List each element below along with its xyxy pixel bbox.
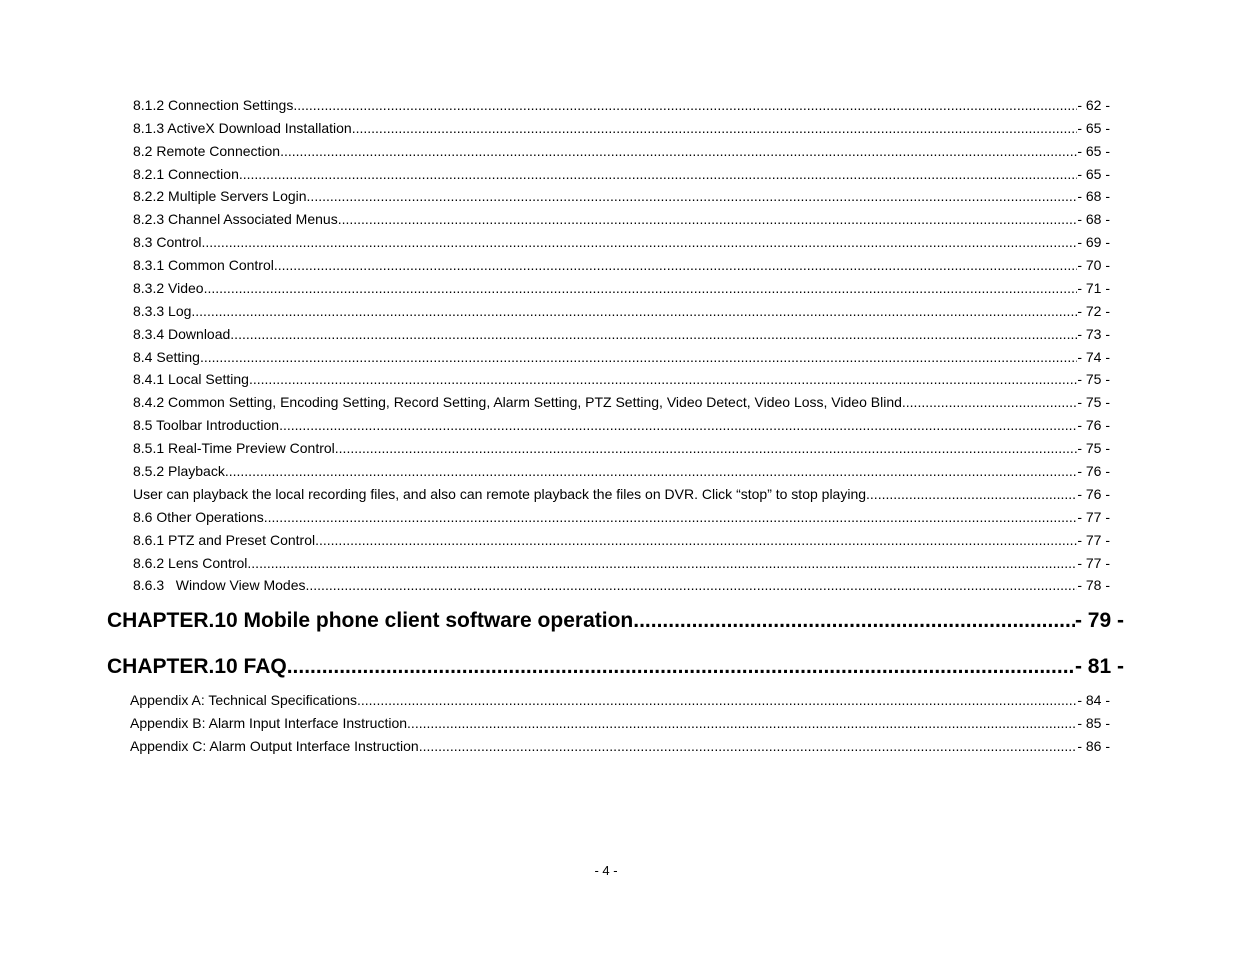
toc-entry[interactable]: [133, 301, 1110, 321]
toc-entry[interactable]: [133, 392, 1110, 412]
toc-entry-title: User can playback the local recording files, and also can remote playback the files on DVR. Click “stop” to stop playing.: [133, 486, 870, 502]
toc-leader-dots: [902, 392, 1077, 412]
toc-entry[interactable]: [133, 369, 1110, 389]
toc-chapter-page: - 81 -: [1074, 655, 1124, 678]
toc-entry-title: 8.4.1 Local Setting: [133, 371, 249, 387]
toc-entry[interactable]: [133, 438, 1110, 458]
toc-chapter-entry[interactable]: [107, 606, 1124, 636]
toc-leader-dots: [335, 438, 1078, 458]
toc-leader-dots: [315, 530, 1077, 550]
toc-entry[interactable]: [133, 507, 1110, 527]
toc-entry[interactable]: [133, 255, 1110, 275]
toc-leader-dots: [870, 484, 1077, 504]
toc-entry-title: 8.6 Other Operations: [133, 509, 264, 525]
toc-entry-title: 8.6.2 Lens Control: [133, 555, 248, 571]
toc-entry[interactable]: [133, 575, 1110, 595]
toc-entry-page: - 75 -: [1077, 440, 1110, 456]
toc-entry-title: 8.1.3 ActiveX Download Installation: [133, 120, 352, 136]
toc-entry-title: 8.6.1 PTZ and Preset Control: [133, 532, 316, 548]
toc-entry-page: - 76 -: [1077, 463, 1110, 479]
toc-leader-dots: [247, 553, 1077, 573]
toc-leader-dots: [419, 736, 1078, 756]
toc-entry[interactable]: [133, 118, 1110, 138]
toc-leader-dots: [280, 141, 1077, 161]
toc-entry-page: - 77 -: [1077, 509, 1110, 525]
toc-entry[interactable]: [133, 324, 1110, 344]
toc-appendix-title: Appendix A: Technical Specifications: [130, 692, 357, 708]
toc-entry-title: 8.1.2 Connection Settings: [133, 97, 294, 113]
toc-leader-dots: [293, 95, 1077, 115]
toc-entry-title: 8.5.2 Playback: [133, 463, 225, 479]
toc-leader-dots: [357, 690, 1077, 710]
toc-appendix-page: - 85 -: [1077, 715, 1110, 731]
toc-leader-dots: [201, 232, 1077, 252]
toc-entry-page: - 70 -: [1077, 257, 1110, 273]
toc-entry-page: - 76 -: [1077, 417, 1110, 433]
toc-entry-page: - 65 -: [1077, 120, 1110, 136]
toc-appendix-entry[interactable]: [130, 736, 1110, 756]
toc-entry-page: - 68 -: [1077, 188, 1110, 204]
toc-entry[interactable]: [133, 95, 1110, 115]
toc-entry-title: 8.6.3 Window View Modes: [133, 577, 306, 593]
toc-leader-dots: [249, 369, 1077, 389]
toc-entry-title: 8.5.1 Real-Time Preview Control: [133, 440, 335, 456]
toc-entry-title: 8.4.2 Common Setting, Encoding Setting, Record Setting, Alarm Setting, PTZ Setting, Video Detect, Video Loss, Video Blind: [133, 394, 902, 410]
toc-entry-title: 8.4 Setting: [133, 349, 200, 365]
toc-leader-dots: [633, 606, 1075, 636]
toc-entry-page: - 71 -: [1077, 280, 1110, 296]
toc-leader-dots: [200, 347, 1077, 367]
toc-entry-title: 8.3.4 Download: [133, 326, 231, 342]
toc-entry-page: - 65 -: [1077, 166, 1110, 182]
toc-chapter-entry[interactable]: [107, 652, 1124, 682]
toc-chapter-page: - 79 -: [1074, 609, 1124, 632]
toc-appendix-page: - 84 -: [1077, 692, 1110, 708]
toc-entry-title: 8.2.3 Channel Associated Menus: [133, 211, 338, 227]
toc-leader-dots: [191, 301, 1077, 321]
toc-entry-page: - 72 -: [1077, 303, 1110, 319]
toc-appendix-entry[interactable]: [130, 690, 1110, 710]
toc-leader-dots: [279, 415, 1077, 435]
toc-entry-title: 8.5 Toolbar Introduction: [133, 417, 280, 433]
toc-entry[interactable]: [133, 278, 1110, 298]
toc-leader-dots: [407, 713, 1077, 733]
toc-entry[interactable]: [133, 141, 1110, 161]
toc-entry-page: - 65 -: [1077, 143, 1110, 159]
toc-entry[interactable]: [133, 232, 1110, 252]
toc-entry-title: 8.3.2 Video: [133, 280, 204, 296]
toc-leader-dots: [287, 652, 1075, 682]
toc-leader-dots: [306, 575, 1078, 595]
toc-entry-page: - 68 -: [1077, 211, 1110, 227]
toc-entry[interactable]: [133, 164, 1110, 184]
toc-entry[interactable]: [133, 415, 1110, 435]
toc-appendix-title: Appendix C: Alarm Output Interface Instruction: [130, 738, 419, 754]
toc-leader-dots: [230, 324, 1077, 344]
toc-entry-page: - 74 -: [1077, 349, 1110, 365]
toc-appendix-entry[interactable]: [130, 713, 1110, 733]
toc-entry[interactable]: [133, 553, 1110, 573]
toc-leader-dots: [239, 164, 1077, 184]
toc-leader-dots: [225, 461, 1077, 481]
toc-entry[interactable]: [133, 209, 1110, 229]
toc-leader-dots: [307, 186, 1078, 206]
toc-entry[interactable]: [133, 461, 1110, 481]
toc-appendix-page: - 86 -: [1077, 738, 1110, 754]
toc-entry[interactable]: [133, 347, 1110, 367]
toc-entry-page: - 77 -: [1077, 532, 1110, 548]
toc-entry-title: 8.3.3 Log: [133, 303, 192, 319]
toc-appendix-title: Appendix B: Alarm Input Interface Instruction: [130, 715, 408, 731]
toc-entry[interactable]: [133, 530, 1110, 550]
toc-entry[interactable]: [133, 484, 1110, 504]
toc-entry-page: - 76 -: [1077, 486, 1110, 502]
toc-entry-title: 8.2.1 Connection: [133, 166, 239, 182]
toc-entry-title: 8.2 Remote Connection: [133, 143, 281, 159]
toc-entry[interactable]: [133, 186, 1110, 206]
toc-entry-title: 8.2.2 Multiple Servers Login: [133, 188, 307, 204]
toc-entry-page: - 69 -: [1077, 234, 1110, 250]
toc-chapter-title: CHAPTER.10 Mobile phone client software operation: [107, 609, 634, 632]
toc-entry-title: 8.3 Control: [133, 234, 202, 250]
toc-entry-title: 8.3.1 Common Control: [133, 257, 274, 273]
toc-entry-page: - 62 -: [1077, 97, 1110, 113]
toc-entry-page: - 78 -: [1077, 577, 1110, 593]
toc-chapter-title: CHAPTER.10 FAQ: [107, 655, 287, 678]
toc-leader-dots: [352, 118, 1078, 138]
toc-entry-page: - 75 -: [1077, 394, 1110, 410]
toc-leader-dots: [204, 278, 1078, 298]
page-number-footer: - 4 -: [594, 863, 618, 878]
toc-entry-page: - 77 -: [1077, 555, 1110, 571]
toc-entry-page: - 75 -: [1077, 371, 1110, 387]
toc-leader-dots: [264, 507, 1078, 527]
toc-leader-dots: [338, 209, 1078, 229]
toc-leader-dots: [274, 255, 1077, 275]
toc-entry-page: - 73 -: [1077, 326, 1110, 342]
